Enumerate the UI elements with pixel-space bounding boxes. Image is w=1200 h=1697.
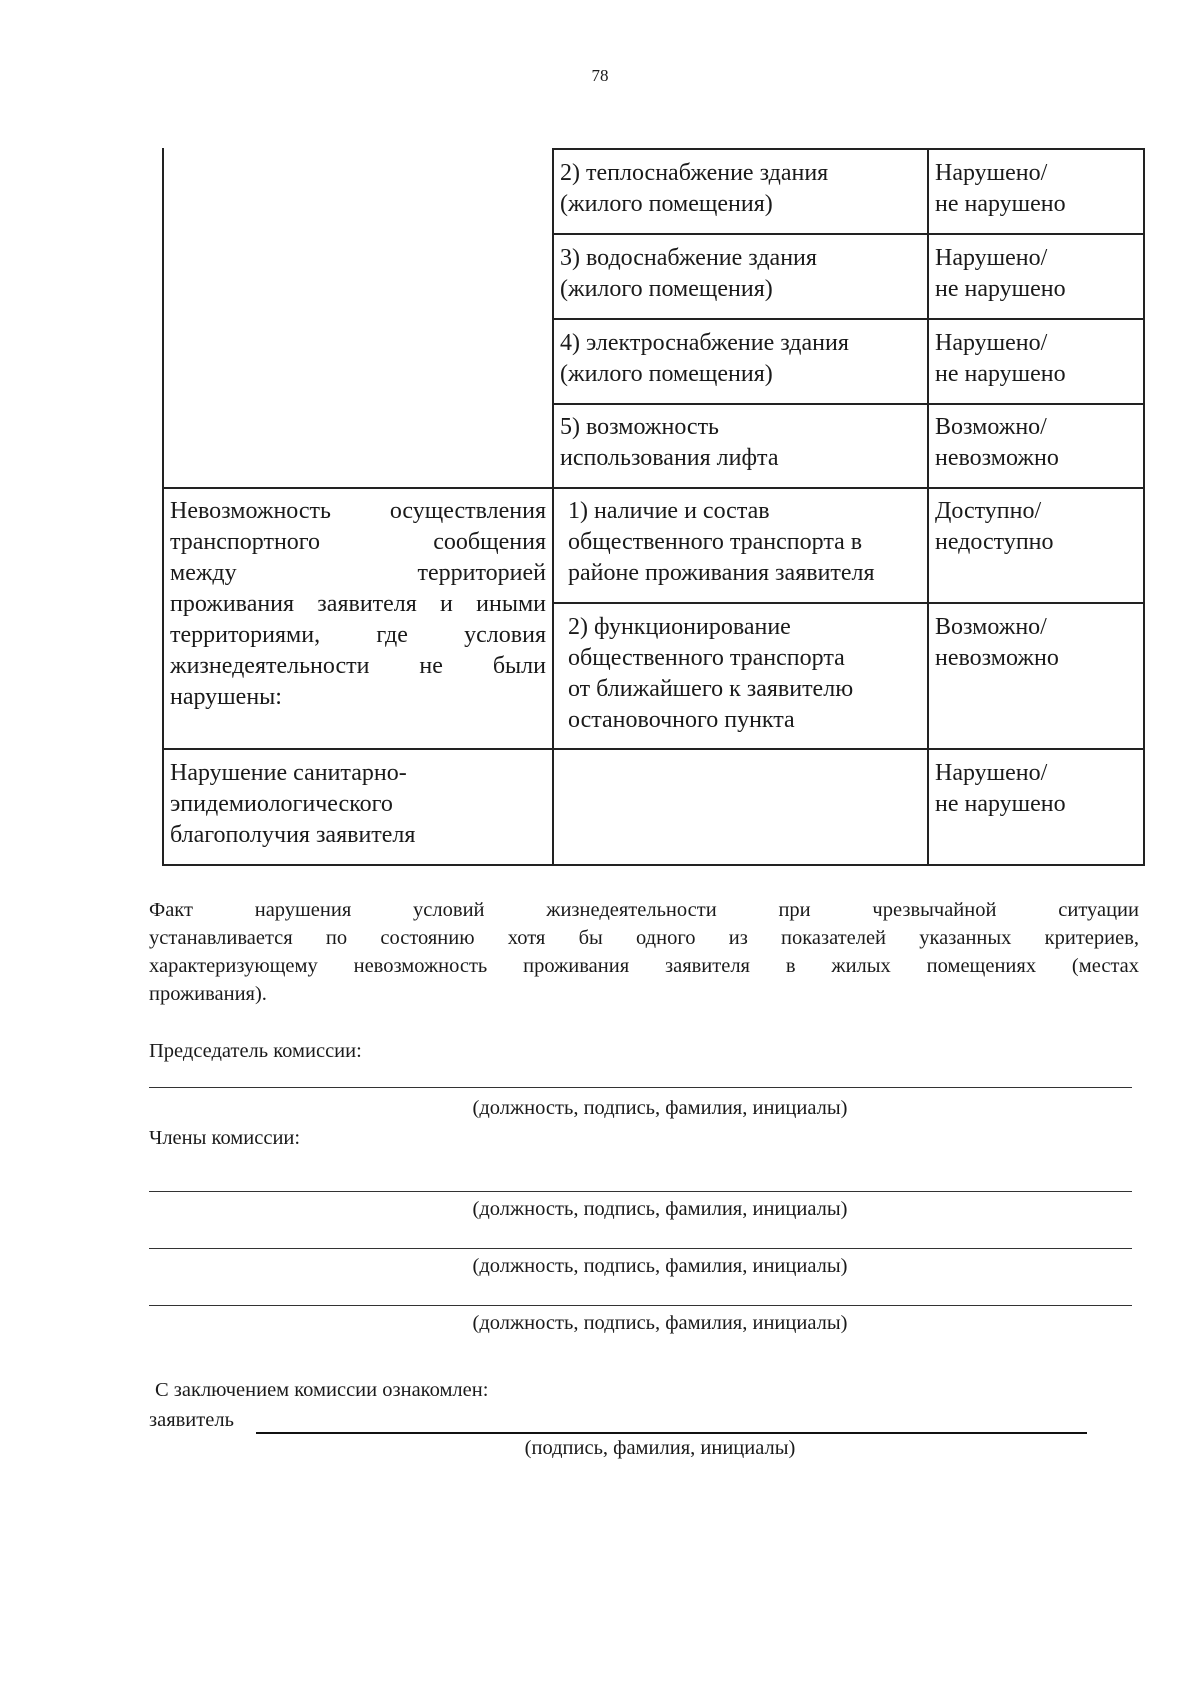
criterion-line: нарушены: — [170, 684, 282, 710]
fact-paragraph — [149, 896, 1139, 1008]
indicator-line: (жилого помещения) — [560, 191, 773, 217]
status-cell — [935, 328, 1135, 390]
status-cell — [935, 412, 1135, 474]
table-row — [560, 243, 920, 305]
paragraph-line: Факт нарушения условий жизнедеятельности при чрезвычайной ситуации — [149, 899, 1139, 921]
status-cell — [935, 612, 1135, 674]
criterion-line: благополучия заявителя — [170, 822, 416, 848]
indicator-line: (жилого помещения) — [560, 276, 773, 302]
indicator-line: общественного транспорта в — [568, 529, 863, 555]
table-row — [560, 328, 920, 390]
criterion-transport — [170, 496, 546, 713]
chairman-label: Председатель комиссии: — [149, 1040, 362, 1062]
paragraph-line: характеризующему невозможность проживания заявителя в жилых помещениях (местах — [149, 955, 1139, 977]
status-line: Возможно/ — [935, 414, 1047, 440]
status-line: невозможно — [935, 645, 1059, 671]
status-cell — [935, 758, 1135, 820]
indicator-line: 2) функционирование — [568, 614, 791, 640]
status-line: не нарушено — [935, 361, 1066, 387]
status-cell — [935, 496, 1135, 558]
criterion-sanitary — [170, 758, 546, 851]
status-line: Нарушено/ — [935, 245, 1048, 271]
indicator-line: 4) электроснабжение здания — [560, 330, 849, 356]
applicant-signature-line — [256, 1432, 1087, 1434]
signature-caption: (должность, подпись, фамилия, инициалы) — [472, 1312, 848, 1334]
indicator-line: остановочного пункта — [568, 707, 795, 733]
signature-caption: (должность, подпись, фамилия, инициалы) — [472, 1198, 848, 1220]
indicator-line: 2) теплоснабжение здания — [560, 160, 829, 186]
page-number: 78 — [591, 66, 609, 85]
chairman-signature-line — [149, 1087, 1132, 1088]
table-row — [560, 158, 920, 220]
status-line: невозможно — [935, 445, 1059, 471]
status-line: Нарушено/ — [935, 160, 1048, 186]
member-signature-line — [149, 1305, 1132, 1306]
criterion-line: эпидемиологического — [170, 791, 393, 817]
criterion-line: транспортного сообщения — [170, 529, 546, 555]
status-line: не нарушено — [935, 276, 1066, 302]
paragraph-line: проживания). — [149, 983, 267, 1005]
indicator-line: 1) наличие и состав — [568, 498, 770, 524]
indicator-line: 3) водоснабжение здания — [560, 245, 817, 271]
indicator-line: 5) возможность — [560, 414, 719, 440]
status-line: Доступно/ — [935, 498, 1042, 524]
status-line: недоступно — [935, 529, 1054, 555]
criterion-line: Невозможность осуществления — [170, 498, 546, 524]
table-row — [568, 612, 923, 736]
indicator-line: (жилого помещения) — [560, 361, 773, 387]
indicator-line: от ближайшего к заявителю — [568, 676, 854, 702]
member-signature-line — [149, 1191, 1132, 1192]
criterion-line: между территорией — [170, 560, 546, 586]
signature-caption: (должность, подпись, фамилия, инициалы) — [472, 1097, 848, 1119]
indicator-line: общественного транспорта — [568, 645, 845, 671]
status-line: Возможно/ — [935, 614, 1047, 640]
signature-caption: (должность, подпись, фамилия, инициалы) — [472, 1255, 848, 1277]
criterion-line: проживания заявителя и иными — [170, 591, 546, 617]
paragraph-line: устанавливается по состоянию хотя бы одного из показателей указанных критериев, — [149, 927, 1139, 949]
status-line: не нарушено — [935, 191, 1066, 217]
status-line: Нарушено/ — [935, 760, 1048, 786]
table-row — [560, 412, 920, 474]
members-label: Члены комиссии: — [149, 1127, 301, 1149]
status-cell — [935, 243, 1135, 305]
status-line: не нарушено — [935, 791, 1066, 817]
criterion-line: Нарушение санитарно- — [170, 760, 407, 786]
status-cell — [935, 158, 1135, 220]
criterion-line: территориями, где условия — [170, 622, 546, 648]
member-signature-line — [149, 1248, 1132, 1249]
status-line: Нарушено/ — [935, 330, 1048, 356]
indicator-line: использования лифта — [560, 445, 779, 471]
table-row — [568, 496, 923, 589]
criterion-line: жизнедеятельности не были — [170, 653, 546, 679]
applicant-caption: (подпись, фамилия, инициалы) — [524, 1437, 796, 1459]
applicant-label: заявитель — [149, 1409, 234, 1431]
acquainted-label: С заключением комиссии ознакомлен: — [155, 1379, 489, 1401]
indicator-line: районе проживания заявителя — [568, 560, 875, 586]
